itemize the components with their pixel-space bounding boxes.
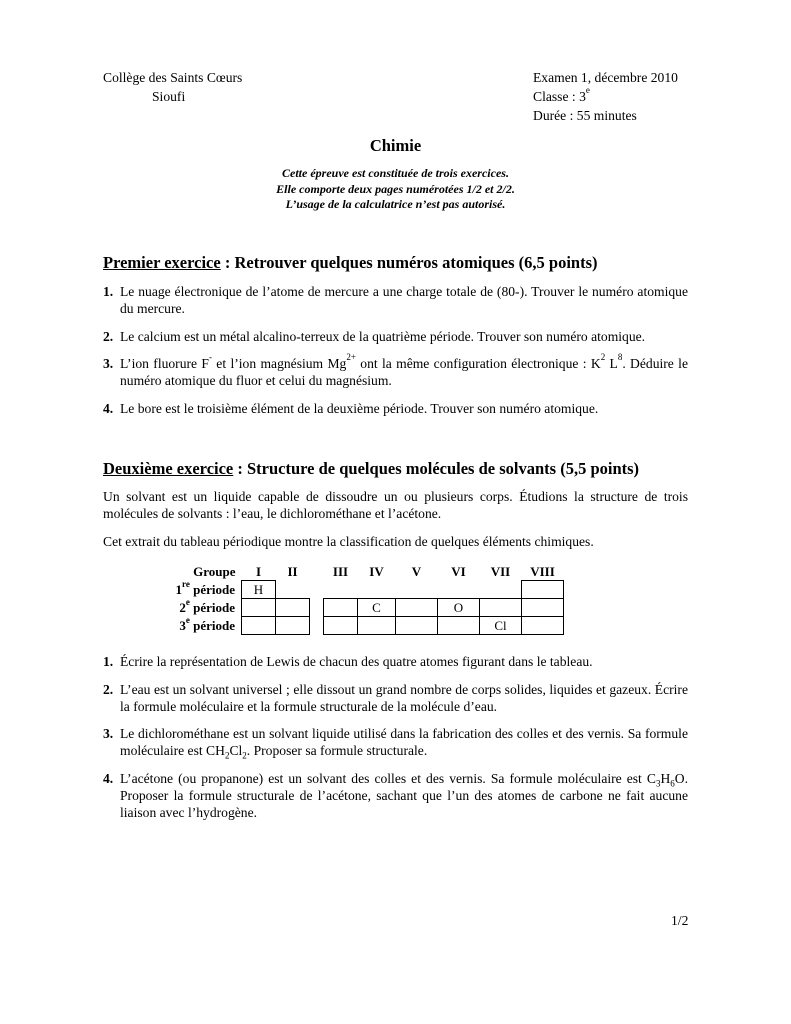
element-cell <box>242 617 276 635</box>
ex1-question-1: 1. Le nuage électronique de l’atome de mercure a une charge totale de (80-). Trouver le numéro atomique du mercure. <box>103 284 688 316</box>
table-row <box>148 581 564 599</box>
exam-date: Examen 1, décembre 2010 <box>533 70 678 85</box>
ex2-question-4: 4. L’acétone (ou propanone) est un solvant des colles et des vernis. Sa formule moléculaire est $C_3H_6O$. Proposer la formule structurale de l’acétone, sachant que l’un des atomes de carbone ne fait aucune liaison avec l’hydrogène. <box>103 771 688 820</box>
element-cell <box>522 599 564 617</box>
element-cell: C <box>358 599 396 617</box>
school-name: Collège des Saints Cœurs <box>103 70 243 85</box>
element-cell: H <box>242 581 276 599</box>
group-header: V <box>411 564 422 580</box>
element-cell: O <box>438 599 480 617</box>
period-label: 1re période <box>175 578 235 597</box>
period-label: 3e période <box>179 614 235 633</box>
element-cell <box>242 599 276 617</box>
exercise-1-title: Premier exercice : Retrouver quelques numéros atomiques (6,5 points) <box>103 253 598 272</box>
note-line: L’usage de la calculatrice n’est pas autorisé. <box>285 197 506 211</box>
page-title: Chimie <box>369 136 422 155</box>
exam-duration: Durée : 55 minutes <box>533 108 637 123</box>
element-cell <box>324 617 358 635</box>
group-header: I <box>255 564 262 579</box>
ex1-question-2: 2. Le calcium est un métal alcalino-terreux de la quatrième période. Trouver son numéro atomique. <box>103 329 646 344</box>
element-cell <box>480 599 522 617</box>
header-left <box>103 69 242 107</box>
ex1-question-3: 3. L’ion fluorure F- et l’ion magnésium $Mg^{2+}$ ont la même configuration électronique : $K^2$ $L^8$. Déduire le numéro atomique du fluor et celui du magnésium. <box>103 352 688 388</box>
group-header: II <box>287 564 298 580</box>
ex1-question-4: 4. Le bore est le troisième élément de la deuxième période. Trouver son numéro atomique. <box>103 401 599 416</box>
header-right <box>533 69 678 126</box>
group-header: III <box>332 564 349 580</box>
group-header: IV <box>369 564 384 580</box>
element-cell: Cl <box>480 617 522 635</box>
element-cell <box>358 617 396 635</box>
ex2-question-1: 1. Écrire la représentation de Lewis de chacun des quatre atomes figurant dans le tableau. <box>103 654 593 669</box>
school-location: Sioufi <box>152 89 186 104</box>
element-cell <box>324 599 358 617</box>
element-cell <box>396 599 438 617</box>
exercise-2-title: Deuxième exercice : Structure de quelques molécules de solvants (5,5 points) <box>103 459 640 478</box>
exam-notes <box>0 166 791 213</box>
class-info: Classe : 3e <box>533 85 590 104</box>
ex2-intro: Un solvant est un liquide capable de dissoudre un ou plusieurs corps. Étudions la structure de trois molécules de solvants : l’eau, le dichlorométhane et l’acétone. <box>103 489 688 521</box>
group-header: VIII <box>530 564 555 579</box>
note-line: Elle comporte deux pages numérotées 1/2 et 2/2. <box>276 181 515 196</box>
table-row <box>148 617 564 635</box>
group-header: VII <box>490 564 511 580</box>
period-label: 2e période <box>179 596 235 615</box>
note-line: Cette épreuve est constituée de trois exercices. <box>282 166 509 180</box>
table-header-row <box>148 563 564 581</box>
ex2-question-3: 3. Le dichlorométhane est un solvant liquide utilisé dans la fabrication des colles et des vernis. Sa formule moléculaire est $CH_2Cl_2$. Proposer sa formule structurale. <box>103 726 688 761</box>
group-header: VI <box>451 564 466 580</box>
page-number: 1/2 <box>671 913 689 928</box>
group-label: Groupe <box>193 564 236 580</box>
table-row <box>148 599 564 617</box>
periodic-table-excerpt <box>148 563 564 635</box>
element-cell <box>276 599 310 617</box>
element-cell <box>276 617 310 635</box>
element-cell <box>522 581 564 599</box>
element-cell <box>522 617 564 635</box>
ex2-table-intro: Cet extrait du tableau périodique montre la classification de quelques éléments chimiques. <box>103 534 594 549</box>
element-cell <box>438 617 480 635</box>
element-cell <box>396 617 438 635</box>
ex2-question-2: 2. L’eau est un solvant universel ; elle dissout un grand nombre de corps solides, liquides et gazeux. Écrire la formule moléculaire et la formule structurale de la molécule d’eau. <box>103 682 688 714</box>
